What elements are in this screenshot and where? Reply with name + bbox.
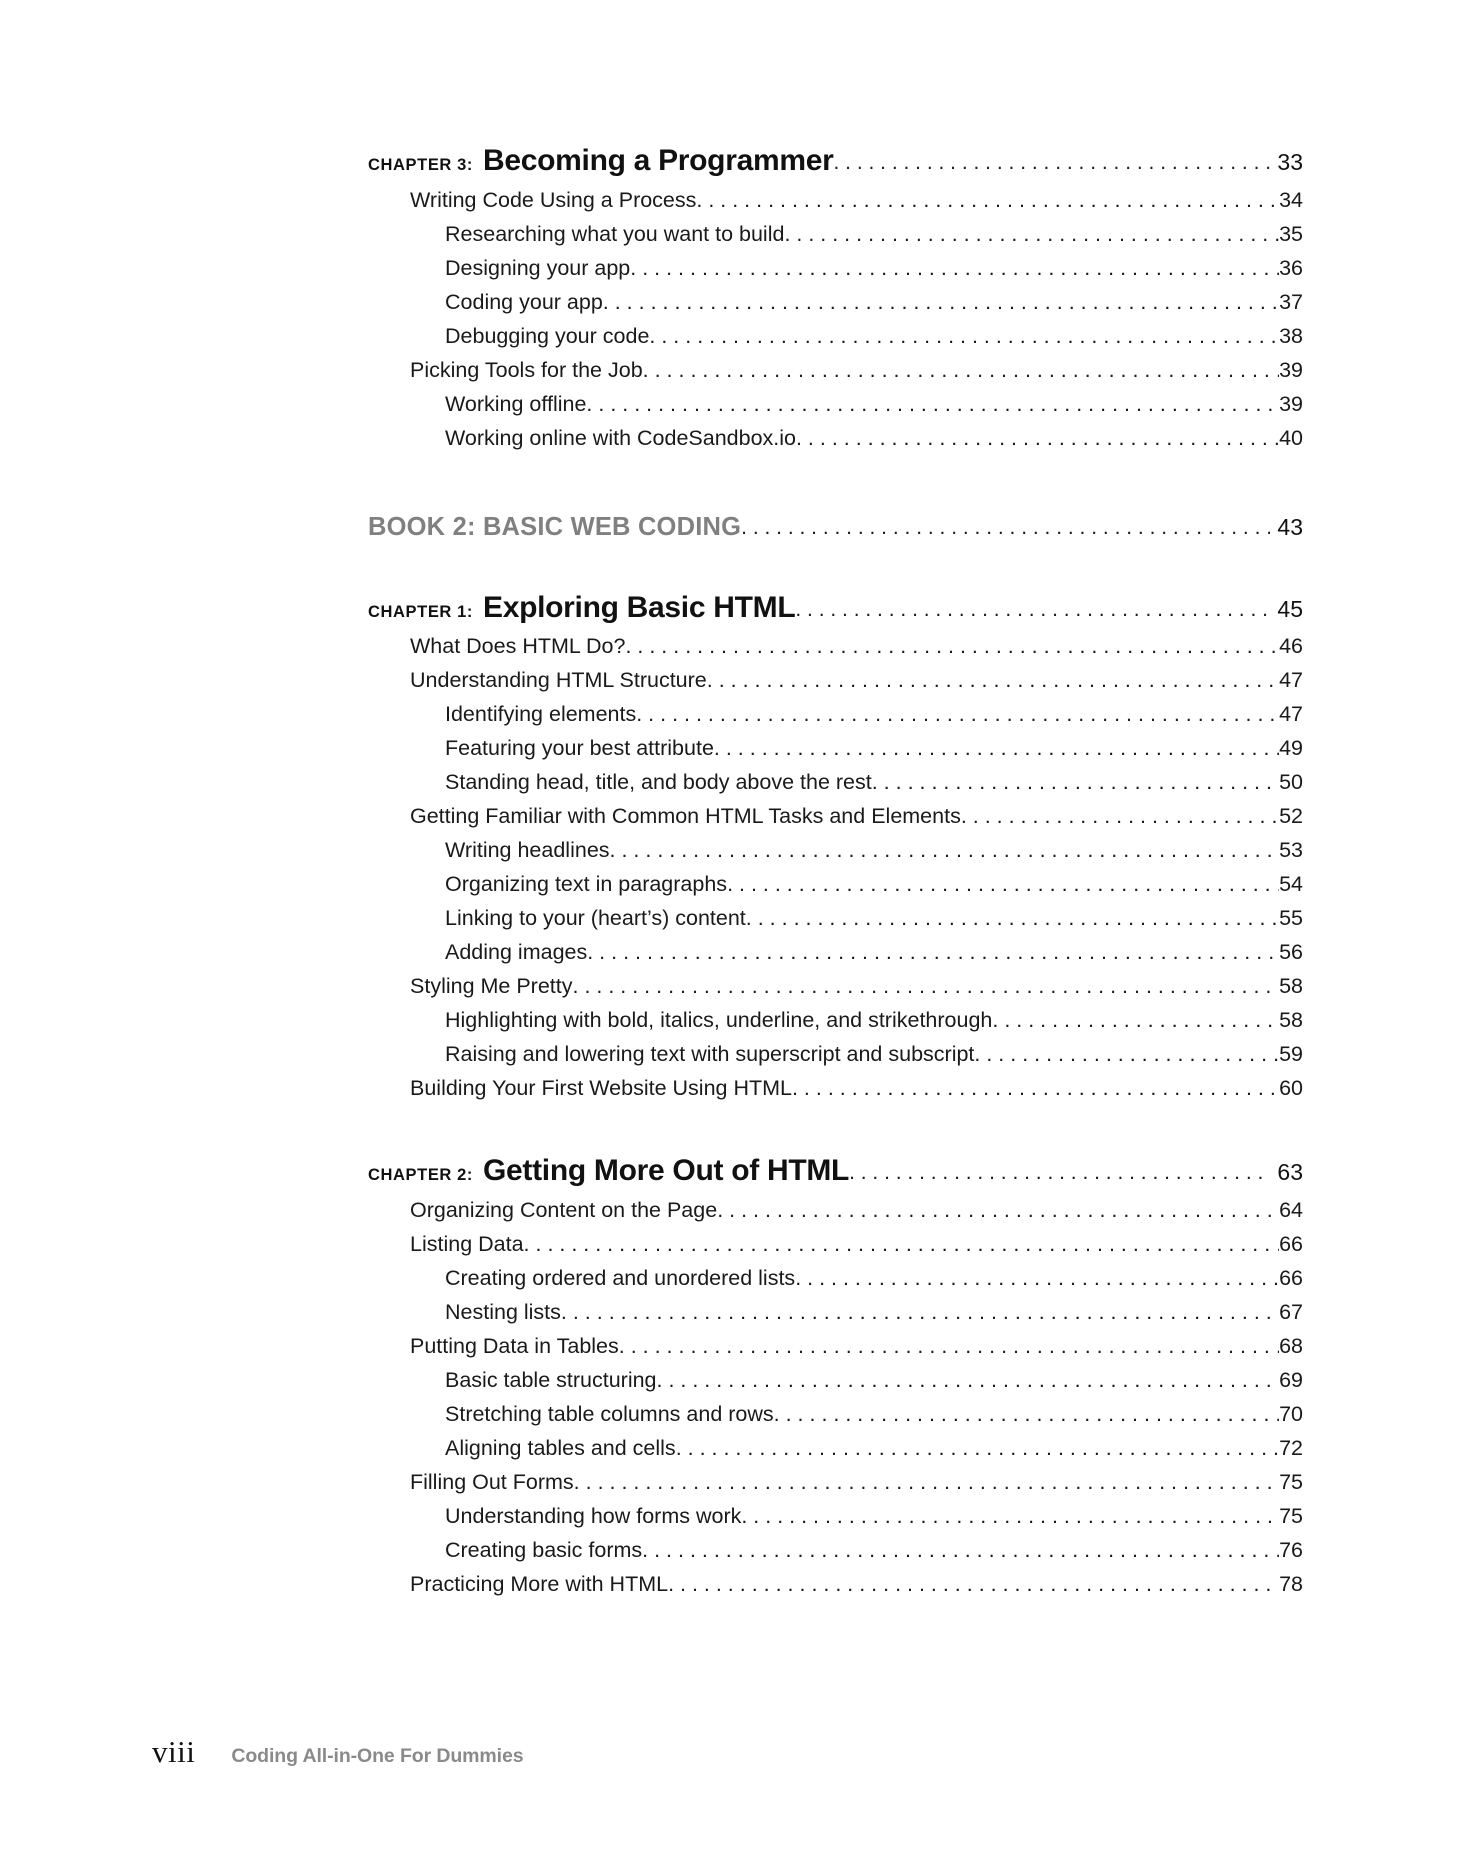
leader-dots: [625, 629, 1279, 663]
toc-entry-page-number[interactable]: 47: [1279, 668, 1303, 692]
chapter-page-number[interactable]: 63: [1277, 1159, 1303, 1185]
toc-entry-level-1[interactable]: [410, 1329, 1303, 1363]
toc-entry-page-number[interactable]: 64: [1279, 1197, 1303, 1222]
toc-entry-label: Getting Familiar with Common HTML Tasks and Elements: [410, 804, 961, 828]
book-heading-row[interactable]: [368, 513, 1303, 542]
section-spacer: [368, 542, 1303, 592]
toc-entry-page-number[interactable]: 70: [1279, 1401, 1303, 1426]
leader-dots: [657, 1363, 1280, 1397]
toc-entry-level-2[interactable]: [445, 1431, 1303, 1465]
toc-entry-page-number[interactable]: 67: [1279, 1299, 1303, 1324]
leader-dots: [727, 867, 1279, 901]
toc-entry-page-number[interactable]: 38: [1279, 323, 1303, 348]
toc-entry-page-number[interactable]: 46: [1279, 634, 1303, 658]
toc-entry-level-2[interactable]: [445, 1295, 1303, 1329]
chapter-page-number[interactable]: 45: [1277, 595, 1303, 622]
leader-dots: [833, 151, 1270, 175]
toc-entry-page-number[interactable]: 69: [1279, 1367, 1303, 1392]
toc-entry-page-number[interactable]: 72: [1279, 1435, 1303, 1460]
table-of-contents: [368, 145, 1303, 1601]
toc-entry-page-number[interactable]: 56: [1279, 940, 1303, 964]
toc-entry-label: Writing Code Using a Process: [410, 187, 697, 212]
toc-entry-label: Coding your app: [445, 289, 603, 314]
toc-entry-label: Styling Me Pretty: [410, 974, 573, 998]
section-spacer: [368, 1105, 1303, 1155]
chapter-number-label: CHAPTER 3:: [368, 156, 474, 174]
leader-dots: [741, 1499, 1279, 1533]
toc-entry-page-number[interactable]: 37: [1279, 289, 1303, 314]
toc-entry-page-number[interactable]: 50: [1279, 770, 1303, 794]
toc-entry-label: Linking to your (heart’s) content: [445, 906, 746, 930]
toc-entry-level-2[interactable]: [445, 901, 1303, 935]
leader-dots: [643, 353, 1279, 387]
toc-entry-label: Working offline: [445, 391, 587, 416]
leader-dots: [610, 833, 1280, 867]
toc-entry-page-number[interactable]: 75: [1279, 1503, 1303, 1528]
toc-entry-page-number[interactable]: 76: [1279, 1537, 1303, 1562]
toc-entry-level-2[interactable]: [445, 935, 1303, 969]
chapter-heading-row[interactable]: [368, 592, 1303, 624]
leader-dots: [707, 663, 1279, 697]
toc-entry-label: Debugging your code: [445, 323, 650, 348]
toc-entry-page-number[interactable]: 49: [1279, 736, 1303, 760]
leader-dots: [961, 799, 1279, 833]
leader-dots: [792, 1071, 1279, 1105]
toc-entry-level-2[interactable]: [445, 1003, 1303, 1037]
toc-entry-level-2[interactable]: [445, 217, 1303, 251]
leader-dots: [676, 1431, 1279, 1465]
toc-entry-label: Highlighting with bold, italics, underline, and strikethrough: [445, 1008, 993, 1032]
leader-dots: [636, 697, 1279, 731]
leader-dots: [774, 1397, 1279, 1431]
chapter-title[interactable]: Becoming a Programmer: [483, 144, 834, 177]
leader-dots: [668, 1567, 1279, 1601]
toc-entry-level-2[interactable]: [445, 1533, 1303, 1567]
toc-entry-label: Creating ordered and unordered lists: [445, 1265, 796, 1290]
leader-dots: [784, 217, 1279, 251]
toc-entry-level-1[interactable]: [410, 1465, 1303, 1499]
leader-dots: [642, 1533, 1279, 1567]
toc-entry-page-number[interactable]: 66: [1279, 1265, 1303, 1290]
toc-entry-page-number[interactable]: 35: [1279, 221, 1303, 246]
leader-dots: [573, 969, 1280, 1003]
toc-entry-level-2[interactable]: [445, 319, 1303, 353]
toc-entry-label: Designing your app: [445, 255, 631, 280]
toc-entry-level-1[interactable]: [410, 969, 1303, 1003]
toc-entry-label: Organizing Content on the Page: [410, 1197, 718, 1222]
toc-entry-level-1[interactable]: [410, 1567, 1303, 1601]
toc-entry-level-1[interactable]: [410, 1071, 1303, 1105]
toc-entry-level-2[interactable]: [445, 1037, 1303, 1071]
toc-entry-page-number[interactable]: 34: [1279, 187, 1303, 212]
page-footer: [152, 1734, 523, 1770]
toc-entry-label: Working online with CodeSandbox.io: [445, 425, 796, 450]
leader-dots: [796, 421, 1279, 455]
toc-entry-label: Listing Data: [410, 1231, 524, 1256]
leader-dots: [630, 251, 1279, 285]
leader-dots: [603, 285, 1279, 319]
leader-dots: [619, 1329, 1279, 1363]
toc-entry-label: Aligning tables and cells: [445, 1435, 676, 1460]
chapter-title[interactable]: Getting More Out of HTML: [483, 1154, 850, 1187]
toc-entry-label: Understanding how forms work: [445, 1503, 742, 1528]
toc-entry-page-number[interactable]: 47: [1279, 702, 1303, 726]
leader-dots: [714, 731, 1279, 765]
toc-entry-level-1[interactable]: [410, 663, 1303, 697]
toc-entry-page-number[interactable]: 39: [1279, 357, 1303, 382]
toc-entry-page-number[interactable]: 58: [1279, 1008, 1303, 1032]
leader-dots: [992, 1003, 1279, 1037]
book-title[interactable]: BOOK 2: BASIC WEB CODING: [368, 512, 742, 541]
toc-entry-label: Researching what you want to build: [445, 221, 785, 246]
toc-entry-page-number[interactable]: 54: [1279, 872, 1303, 896]
toc-entry-label: Identifying elements: [445, 702, 637, 726]
toc-entry-level-2[interactable]: [445, 387, 1303, 421]
toc-entry-label: Stretching table columns and rows: [445, 1401, 774, 1426]
toc-entry-level-2[interactable]: [445, 833, 1303, 867]
toc-entry-level-2[interactable]: [445, 251, 1303, 285]
leader-dots: [696, 183, 1279, 217]
chapter-number-label: CHAPTER 1:: [368, 602, 474, 621]
toc-entry-label: Featuring your best attribute: [445, 736, 714, 760]
leader-dots: [717, 1193, 1279, 1227]
leader-dots: [872, 765, 1279, 799]
running-head-title: Coding All-in-One For Dummies: [231, 1745, 524, 1767]
leader-dots: [746, 901, 1279, 935]
toc-entry-label: Building Your First Website Using HTML: [410, 1076, 792, 1100]
leader-dots: [849, 1161, 1270, 1185]
toc-entry-level-1[interactable]: [410, 183, 1303, 217]
leader-dots: [561, 1295, 1279, 1329]
chapter-number-label: CHAPTER 2:: [368, 1166, 474, 1184]
toc-entry-level-1[interactable]: [410, 629, 1303, 663]
book-page-number[interactable]: 43: [1277, 513, 1303, 540]
leader-dots: [795, 1261, 1279, 1295]
leader-dots: [574, 1465, 1279, 1499]
toc-entry-page-number[interactable]: 55: [1279, 906, 1303, 930]
toc-entry-label: Organizing text in paragraphs: [445, 872, 728, 896]
chapter-page-number[interactable]: 33: [1277, 149, 1303, 175]
toc-entry-label: Picking Tools for the Job: [410, 357, 643, 382]
toc-entry-level-2[interactable]: [445, 697, 1303, 731]
toc-entry-label: Filling Out Forms: [410, 1469, 574, 1494]
page-number-folio: viii: [152, 1734, 196, 1769]
toc-entry-level-2[interactable]: [445, 1261, 1303, 1295]
toc-entry-page-number[interactable]: 66: [1279, 1231, 1303, 1256]
toc-entry-label: Writing headlines: [445, 838, 610, 862]
leader-dots: [741, 516, 1270, 540]
leader-dots: [649, 319, 1279, 353]
toc-entry-page-number[interactable]: 36: [1279, 255, 1303, 280]
toc-entry-label: Practicing More with HTML: [410, 1571, 669, 1596]
toc-entry-label: Raising and lowering text with superscript and subscript: [445, 1042, 975, 1066]
toc-entry-level-2[interactable]: [445, 1499, 1303, 1533]
toc-entry-page-number[interactable]: 39: [1279, 391, 1303, 416]
toc-entry-level-2[interactable]: [445, 765, 1303, 799]
toc-entry-page-number[interactable]: 78: [1279, 1571, 1303, 1596]
toc-entry-level-1[interactable]: [410, 1227, 1303, 1261]
toc-entry-level-2[interactable]: [445, 421, 1303, 455]
toc-entry-label: Adding images: [445, 940, 588, 964]
chapter-title[interactable]: Exploring Basic HTML: [483, 590, 796, 624]
toc-entry-page-number[interactable]: 59: [1279, 1042, 1303, 1066]
toc-entry-page-number[interactable]: 53: [1279, 838, 1303, 862]
toc-entry-label: Standing head, title, and body above the rest: [445, 770, 872, 794]
toc-entry-level-2[interactable]: [445, 285, 1303, 319]
toc-entry-label: Creating basic forms: [445, 1537, 643, 1562]
leader-dots: [795, 598, 1270, 622]
toc-entry-label: What Does HTML Do?: [410, 634, 626, 658]
toc-entry-page-number[interactable]: 68: [1279, 1333, 1303, 1358]
section-spacer: [368, 455, 1303, 513]
toc-entry-page-number[interactable]: 58: [1279, 974, 1303, 998]
toc-entry-page-number[interactable]: 52: [1279, 804, 1303, 828]
leader-dots: [524, 1227, 1280, 1261]
chapter-heading-row[interactable]: [368, 145, 1303, 177]
toc-entry-level-1[interactable]: [410, 353, 1303, 387]
toc-entry-label: Understanding HTML Structure: [410, 668, 707, 692]
toc-entry-page-number[interactable]: 40: [1279, 425, 1303, 450]
toc-entry-level-2[interactable]: [445, 731, 1303, 765]
toc-entry-label: Nesting lists: [445, 1299, 561, 1324]
toc-entry-label: Putting Data in Tables: [410, 1333, 619, 1358]
leader-dots: [587, 935, 1279, 969]
toc-entry-level-2[interactable]: [445, 1397, 1303, 1431]
chapter-heading-row[interactable]: [368, 1155, 1303, 1187]
leader-dots: [974, 1037, 1279, 1071]
toc-entry-level-1[interactable]: [410, 799, 1303, 833]
toc-entry-label: Basic table structuring: [445, 1367, 657, 1392]
toc-entry-page-number[interactable]: 75: [1279, 1469, 1303, 1494]
toc-entry-page-number[interactable]: 60: [1279, 1076, 1303, 1100]
leader-dots: [586, 387, 1279, 421]
toc-entry-level-2[interactable]: [445, 1363, 1303, 1397]
toc-entry-level-2[interactable]: [445, 867, 1303, 901]
toc-entry-level-1[interactable]: [410, 1193, 1303, 1227]
